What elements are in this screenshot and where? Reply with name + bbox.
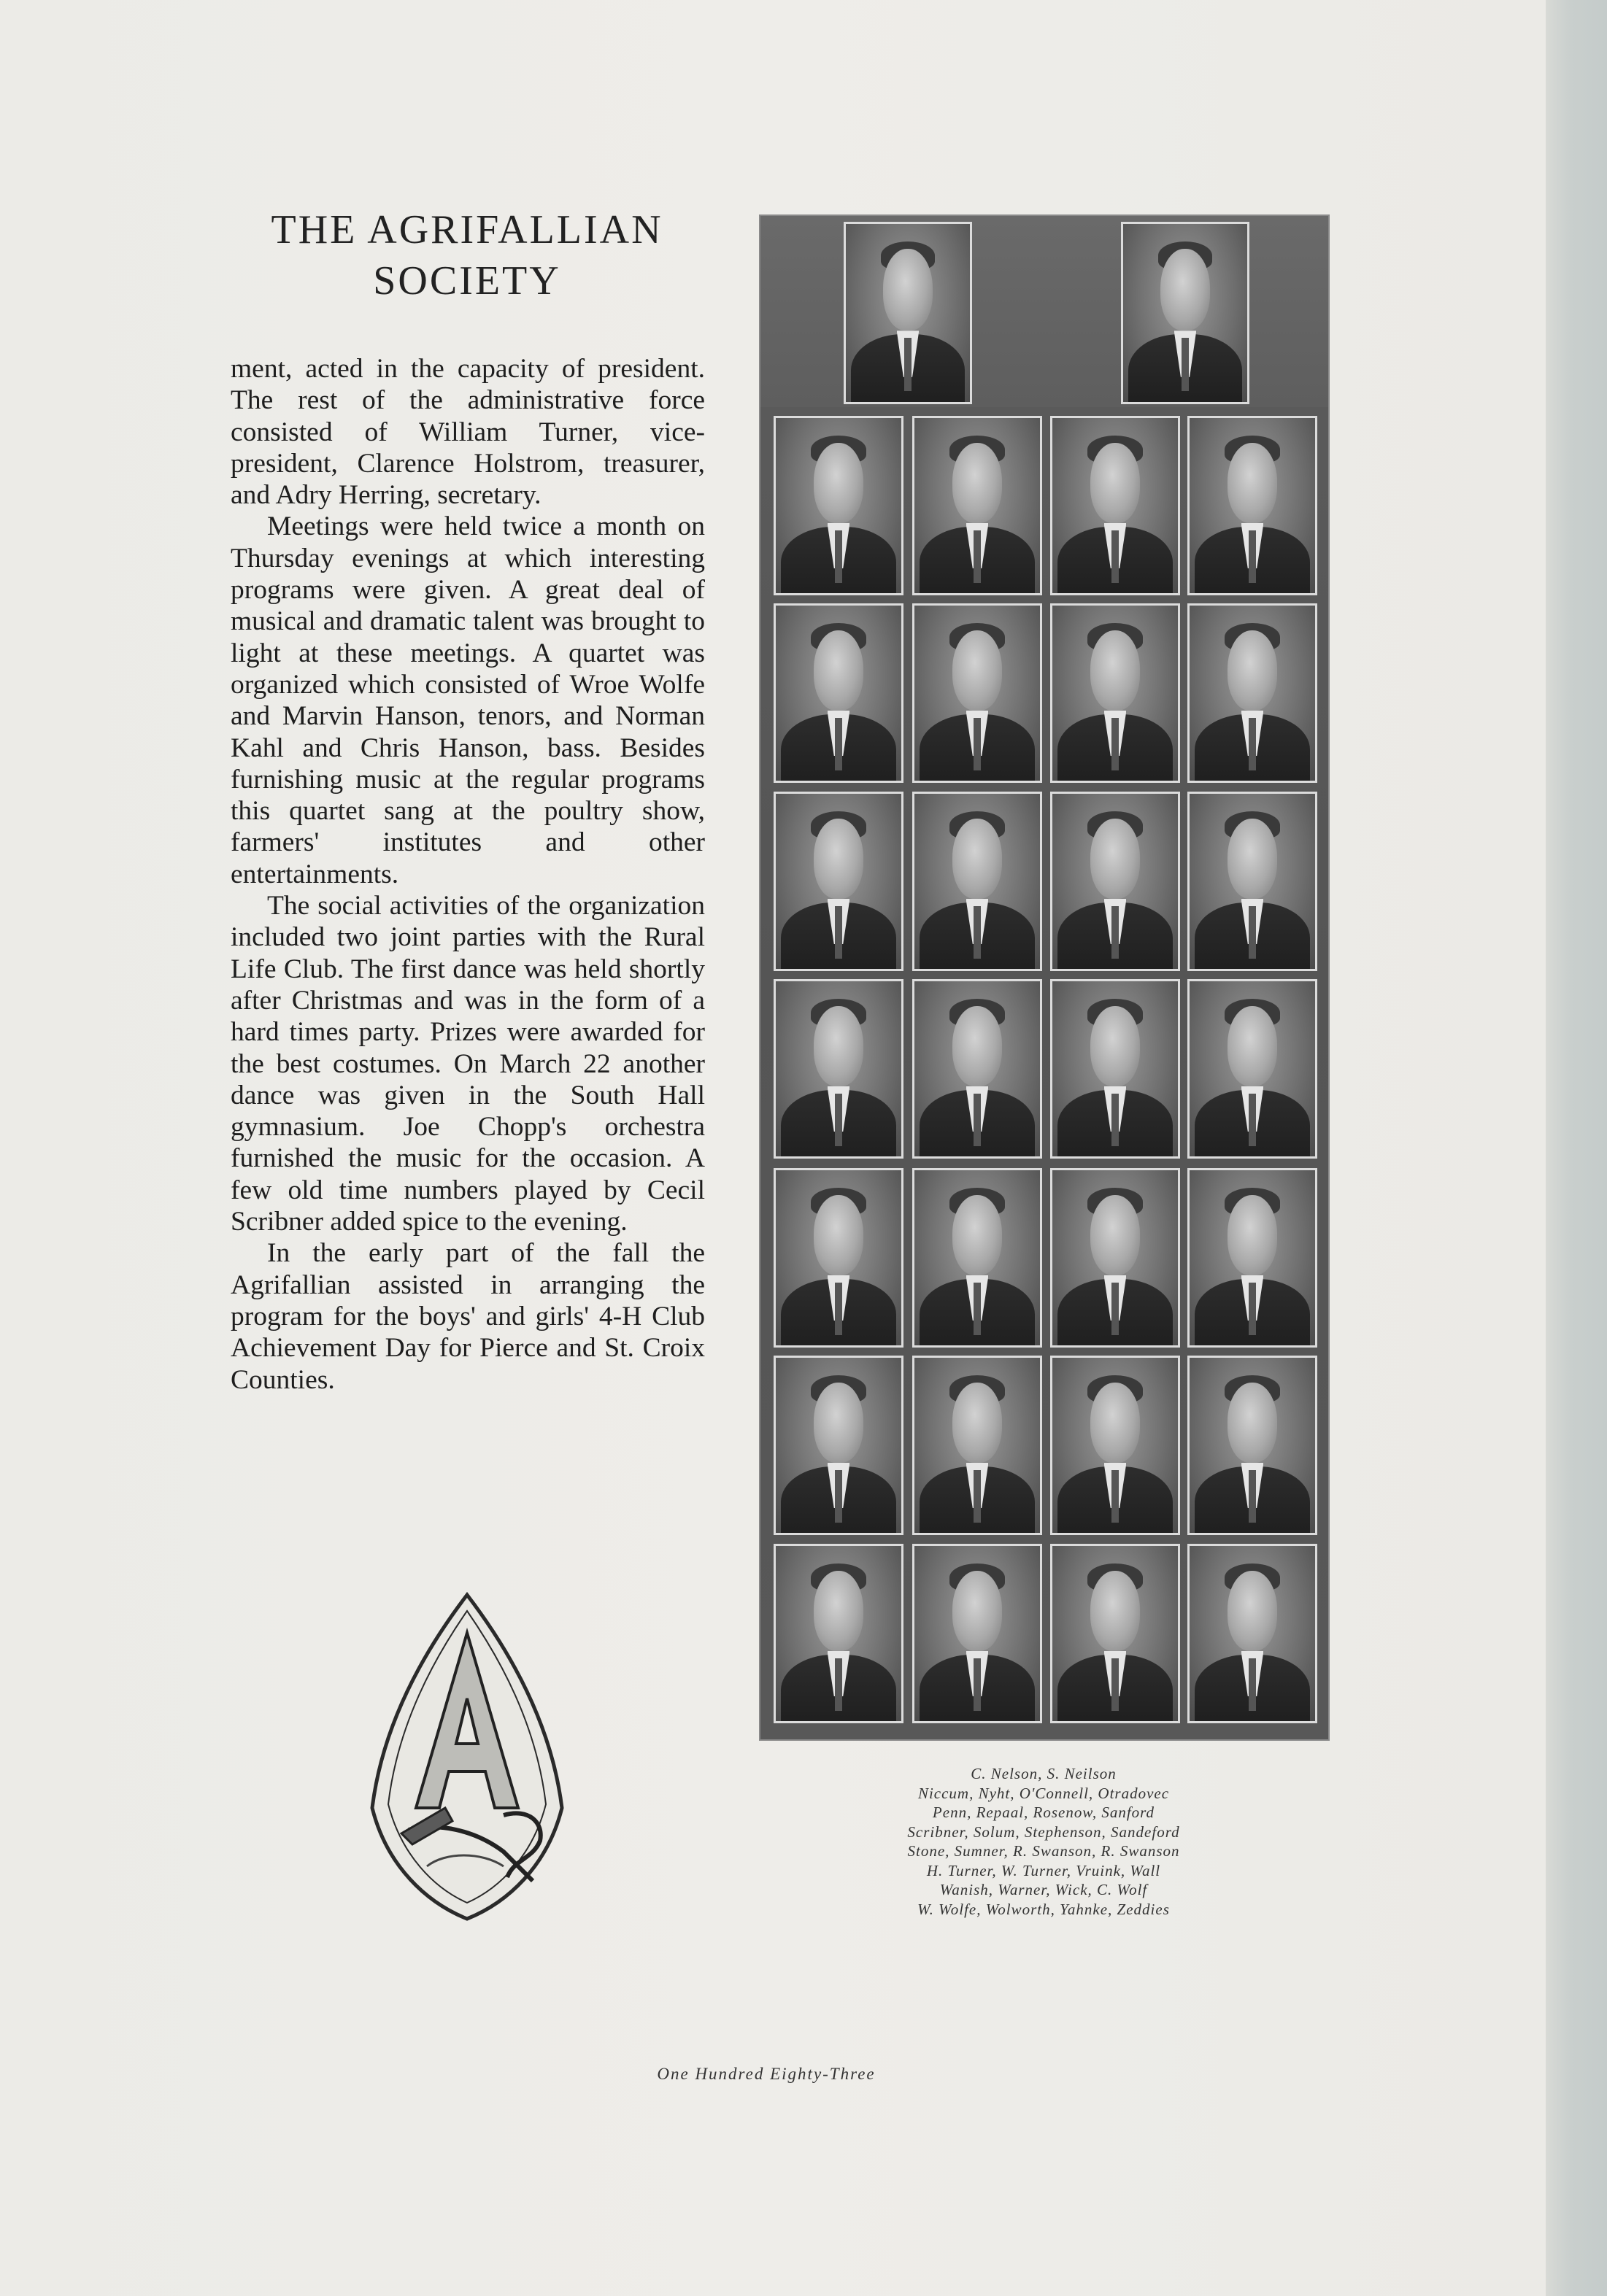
caption-line: Scribner, Solum, Stephenson, Sandeford bbox=[907, 1823, 1180, 1841]
member-portrait bbox=[1050, 1356, 1180, 1535]
caption-line: Stone, Sumner, R. Swanson, R. Swanson bbox=[907, 1842, 1180, 1860]
caption-line: Niccum, Nyht, O'Connell, Otradovec bbox=[917, 1784, 1170, 1802]
portrait-caption bbox=[817, 1764, 1270, 1919]
caption-line: Penn, Repaal, Rosenow, Sanford bbox=[932, 1804, 1155, 1821]
title-line-1: THE AGRIFALLIAN bbox=[271, 207, 663, 252]
member-portrait bbox=[1050, 979, 1180, 1159]
caption-line: Wanish, Warner, Wick, C. Wolf bbox=[939, 1881, 1148, 1898]
member-portrait bbox=[1187, 979, 1317, 1159]
caption-line: H. Turner, W. Turner, Vruink, Wall bbox=[926, 1861, 1161, 1879]
member-portrait bbox=[1121, 222, 1249, 404]
member-portrait bbox=[1187, 1356, 1317, 1535]
paragraph: Meetings were held twice a month on Thursday evenings at which interesting programs were given. A great deal of musical and dramatic talent was brought to light at these meetings. A quartet was organized which consisted of Wroe Wolfe and Marvin Hanson, tenors, and Norman Kahl and Chris Hanson, bass. Besides furnishing music at the regular programs this quartet sang at the poultry show, farmers' institutes and other entertainments. bbox=[231, 511, 705, 889]
member-portrait bbox=[774, 979, 903, 1159]
member-portrait bbox=[774, 603, 903, 783]
member-portrait bbox=[774, 416, 903, 595]
member-portrait bbox=[1187, 603, 1317, 783]
member-portrait bbox=[774, 792, 903, 971]
member-portrait bbox=[1187, 792, 1317, 971]
member-portrait bbox=[774, 1356, 903, 1535]
title-line-2: SOCIETY bbox=[373, 258, 561, 304]
member-portrait bbox=[912, 792, 1042, 971]
member-portrait bbox=[1050, 416, 1180, 595]
member-portrait bbox=[912, 416, 1042, 595]
member-portrait bbox=[774, 1544, 903, 1723]
member-portraits-panel bbox=[759, 214, 1330, 1741]
paragraph: In the early part of the fall the Agrifallian assisted in arranging the program for the boys' and girls' 4-H Club Achievement Day for Pierce and St. Croix Counties. bbox=[231, 1238, 705, 1395]
member-portrait bbox=[844, 222, 972, 404]
member-portrait bbox=[774, 1168, 903, 1348]
member-portrait bbox=[1050, 603, 1180, 783]
member-portrait bbox=[1050, 1168, 1180, 1348]
member-portrait bbox=[1050, 1544, 1180, 1723]
caption-line: C. Nelson, S. Neilson bbox=[971, 1765, 1117, 1782]
member-portrait bbox=[912, 979, 1042, 1159]
caption-line: W. Wolfe, Wolworth, Yahnke, Zeddies bbox=[917, 1900, 1170, 1918]
paragraph: ment, acted in the capacity of president. The rest of the administrative force consisted of William Turner, vice-president, Clarence Holstrom, treasurer, and Adry Herring, secretary. bbox=[231, 354, 705, 511]
paragraph: The social activities of the organization included two joint parties with the Rural Life Club. The first dance was held shortly after Christmas and was in the form of a hard times party. Prizes were awarded for the best costumes. On March 22 another dance was given in the South Hall gymnasium. Joe Chopp's orchestra furnished the music for the occasion. A few old time numbers played by Cecil Scribner added spice to the evening. bbox=[231, 891, 705, 1237]
page-title bbox=[219, 204, 715, 306]
member-portrait bbox=[912, 603, 1042, 783]
article-body bbox=[231, 353, 705, 1396]
member-portrait bbox=[912, 1168, 1042, 1348]
page-edge bbox=[1546, 0, 1607, 2296]
page-number: One Hundred Eighty-Three bbox=[657, 2065, 876, 2083]
member-portrait bbox=[912, 1544, 1042, 1723]
member-portrait bbox=[1187, 416, 1317, 595]
agrifallian-emblem bbox=[358, 1589, 577, 1925]
member-portrait bbox=[912, 1356, 1042, 1535]
member-portrait bbox=[1187, 1168, 1317, 1348]
member-portrait bbox=[1050, 792, 1180, 971]
member-portrait bbox=[1187, 1544, 1317, 1723]
